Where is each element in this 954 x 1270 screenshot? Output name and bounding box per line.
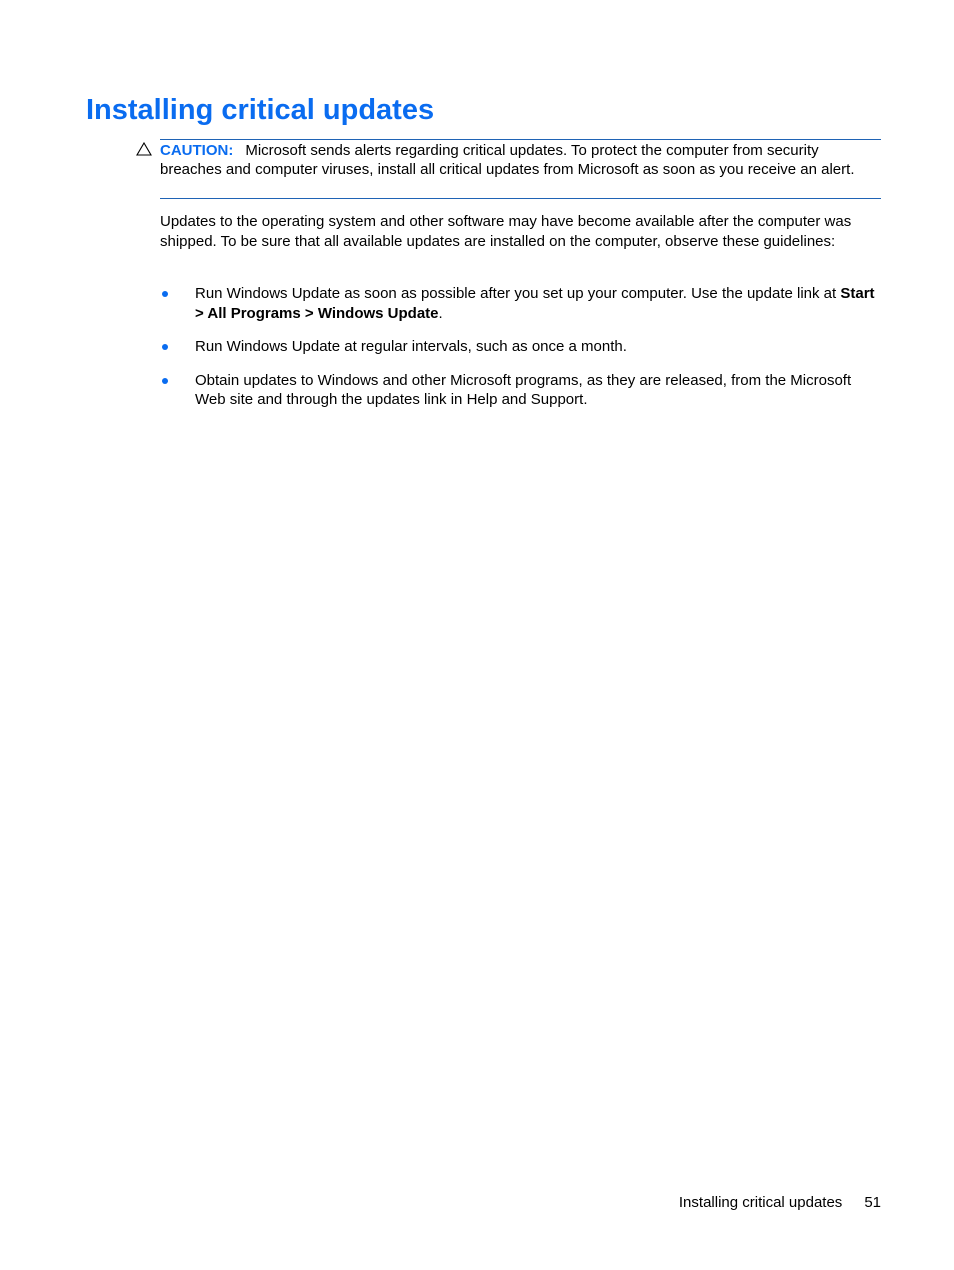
- list-item: [160, 337, 881, 357]
- page-footer: [679, 1193, 881, 1213]
- footer-section-title: Installing critical updates: [678, 1194, 843, 1211]
- list-item-text: Obtain updates to Windows and other Microsoft programs, as they are released, from the Microsoft Web site and through the updates link in Help and Support.: [195, 371, 852, 408]
- list-item: [160, 371, 881, 410]
- list-item: [160, 284, 881, 323]
- bullet-icon: [162, 291, 168, 297]
- page-title: Installing critical updates: [86, 94, 435, 126]
- list-item-text: Run Windows Update at regular intervals, such as once a month.: [195, 338, 627, 355]
- menu-path: Start > All Programs > Windows Update: [195, 285, 875, 322]
- caution-label: CAUTION:: [160, 142, 234, 159]
- bullet-icon: [162, 378, 168, 384]
- guidelines-list: [160, 284, 881, 424]
- list-item-text: Run Windows Update as soon as possible after you set up your computer. Use the update link at: [195, 285, 837, 302]
- caution-text: Microsoft sends alerts regarding critical updates. To protect the computer from security breaches and computer viruses, install all critical updates from Microsoft as soon as you receive an alert.: [160, 142, 855, 178]
- bullet-icon: [162, 344, 168, 350]
- list-item-suffix: .: [438, 304, 443, 322]
- caution-box: [160, 139, 881, 199]
- caution-triangle-icon: [136, 142, 152, 156]
- intro-paragraph: Updates to the operating system and other software may have become available after the computer was shipped. To be sure that all available updates are installed on the computer, observe these guidelines:: [160, 213, 852, 250]
- page-number: 51: [864, 1194, 881, 1211]
